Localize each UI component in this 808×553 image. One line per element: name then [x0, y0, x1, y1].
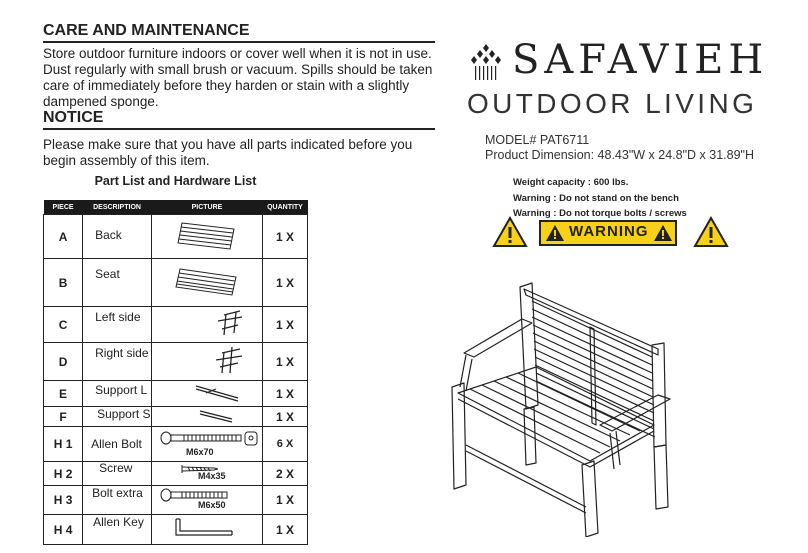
part-description-cell	[83, 381, 152, 407]
piece-code: H 1	[44, 427, 83, 462]
column-header-picture: PICTURE	[151, 200, 262, 215]
part-picture-cell	[151, 407, 262, 427]
part-picture-cell	[151, 427, 262, 462]
part-quantity: 1 X	[262, 381, 307, 407]
parts-list-title: Part List and Hardware List	[94, 174, 257, 188]
warning-stand: Warning : Do not stand on the bench	[513, 192, 679, 204]
piece-code: A	[44, 215, 83, 259]
part-size: M6x70	[185, 447, 214, 457]
part-quantity: 1 X	[262, 407, 307, 427]
care-line: care of immediately before they harden or stain with a slightly	[43, 78, 410, 93]
caution-triangle-icon	[492, 216, 528, 248]
table-row	[44, 259, 308, 307]
warning-banner	[539, 220, 677, 246]
safavieh-tree-logo-icon	[466, 42, 506, 82]
piece-code: H 3	[44, 486, 83, 515]
part-description-cell	[83, 343, 152, 381]
care-line: Store outdoor furniture indoors or cover well when it is not in use.	[43, 46, 432, 61]
part-description-cell	[83, 515, 152, 545]
care-divider	[43, 41, 435, 43]
care-text	[43, 46, 443, 110]
short-support-icon	[152, 407, 262, 423]
assembled-bench-illustration	[440, 275, 680, 537]
allen-key-icon	[152, 515, 262, 541]
part-quantity: 6 X	[262, 427, 307, 462]
table-row	[44, 462, 308, 486]
part-picture-cell	[151, 381, 262, 407]
piece-code: C	[44, 307, 83, 343]
care-heading: CARE AND MAINTENANCE	[43, 22, 250, 39]
part-description: Support L	[95, 383, 148, 397]
table-row	[44, 215, 308, 259]
table-row	[44, 407, 308, 427]
part-description: Right side	[95, 346, 149, 360]
notice-line: begin assembly of this item.	[43, 153, 210, 168]
part-description: Support S	[97, 407, 151, 421]
part-description-cell	[83, 307, 152, 343]
part-quantity: 1 X	[262, 215, 307, 259]
brand-name: SAFAVIEH	[512, 37, 769, 83]
notice-heading: NOTICE	[43, 109, 104, 126]
piece-code: B	[44, 259, 83, 307]
part-description-cell	[83, 427, 152, 462]
part-quantity: 1 X	[262, 486, 307, 515]
long-support-icon	[152, 381, 262, 403]
piece-code: H 2	[44, 462, 83, 486]
table-row	[44, 486, 308, 515]
table-row	[44, 427, 308, 462]
brand-tagline: OUTDOOR LIVING	[467, 88, 758, 119]
part-picture-cell	[151, 259, 262, 307]
product-dimension: Product Dimension: 48.43"W x 24.8"D x 31.89"H	[485, 148, 754, 162]
caution-triangle-icon	[693, 216, 729, 248]
warning-banner-left-icon	[545, 224, 565, 242]
part-description-cell	[83, 215, 152, 259]
right-side-frame-icon	[152, 343, 262, 377]
part-size: M6x50	[197, 500, 226, 510]
warning-torque: Warning : Do not torque bolts / screws	[513, 208, 687, 219]
part-quantity: 1 X	[262, 307, 307, 343]
care-line: Dust regularly with small brush or vacuum. Spills should be taken	[43, 62, 433, 77]
part-description: Screw	[99, 461, 133, 475]
left-side-frame-icon	[152, 307, 262, 339]
allen-bolt-with-barrel-nut-icon	[152, 427, 262, 449]
table-row	[44, 343, 308, 381]
notice-line: Please make sure that you have all parts indicated before you	[43, 137, 413, 152]
part-description-cell	[83, 259, 152, 307]
part-quantity: 1 X	[262, 515, 307, 545]
part-description: Allen Bolt	[91, 437, 142, 451]
piece-code: D	[44, 343, 83, 381]
part-picture-cell	[151, 215, 262, 259]
seat-panel-icon	[152, 259, 262, 303]
part-description: Back	[95, 228, 122, 242]
part-description: Seat	[95, 267, 120, 281]
warning-banner-right-icon	[653, 224, 673, 242]
notice-divider	[43, 128, 435, 130]
piece-code: E	[44, 381, 83, 407]
parts-table-header	[44, 200, 308, 215]
part-picture-cell	[151, 515, 262, 545]
part-picture-cell	[151, 486, 262, 515]
part-description-cell	[83, 462, 152, 486]
product-info	[485, 133, 754, 163]
back-panel-icon	[152, 215, 262, 255]
part-quantity: 1 X	[262, 259, 307, 307]
table-row	[44, 307, 308, 343]
piece-code: H 4	[44, 515, 83, 545]
part-description: Left side	[95, 310, 141, 324]
table-row	[44, 515, 308, 545]
part-description: Bolt extra	[92, 486, 143, 500]
model-number: MODEL# PAT6711	[485, 133, 590, 147]
part-picture-cell	[151, 343, 262, 381]
part-picture-cell	[151, 307, 262, 343]
warning-notes	[513, 175, 687, 222]
part-quantity: 1 X	[262, 343, 307, 381]
part-description-cell	[83, 486, 152, 515]
weight-capacity: Weight capacity : 600 lbs.	[513, 177, 629, 188]
part-picture-cell	[151, 462, 262, 486]
notice-text	[43, 137, 443, 169]
part-description-cell	[83, 407, 152, 427]
column-header-description: DESCRIPTION	[83, 200, 152, 215]
part-size: M4x35	[197, 471, 226, 481]
piece-code: F	[44, 407, 83, 427]
column-header-piece: PIECE	[44, 200, 83, 215]
warning-banner-label: WARNING	[569, 223, 649, 240]
part-description: Allen Key	[93, 515, 144, 529]
care-line: dampened sponge.	[43, 94, 159, 109]
column-header-quantity: QUANTITY	[262, 200, 307, 215]
parts-table	[43, 200, 308, 545]
table-row	[44, 381, 308, 407]
part-quantity: 2 X	[262, 462, 307, 486]
